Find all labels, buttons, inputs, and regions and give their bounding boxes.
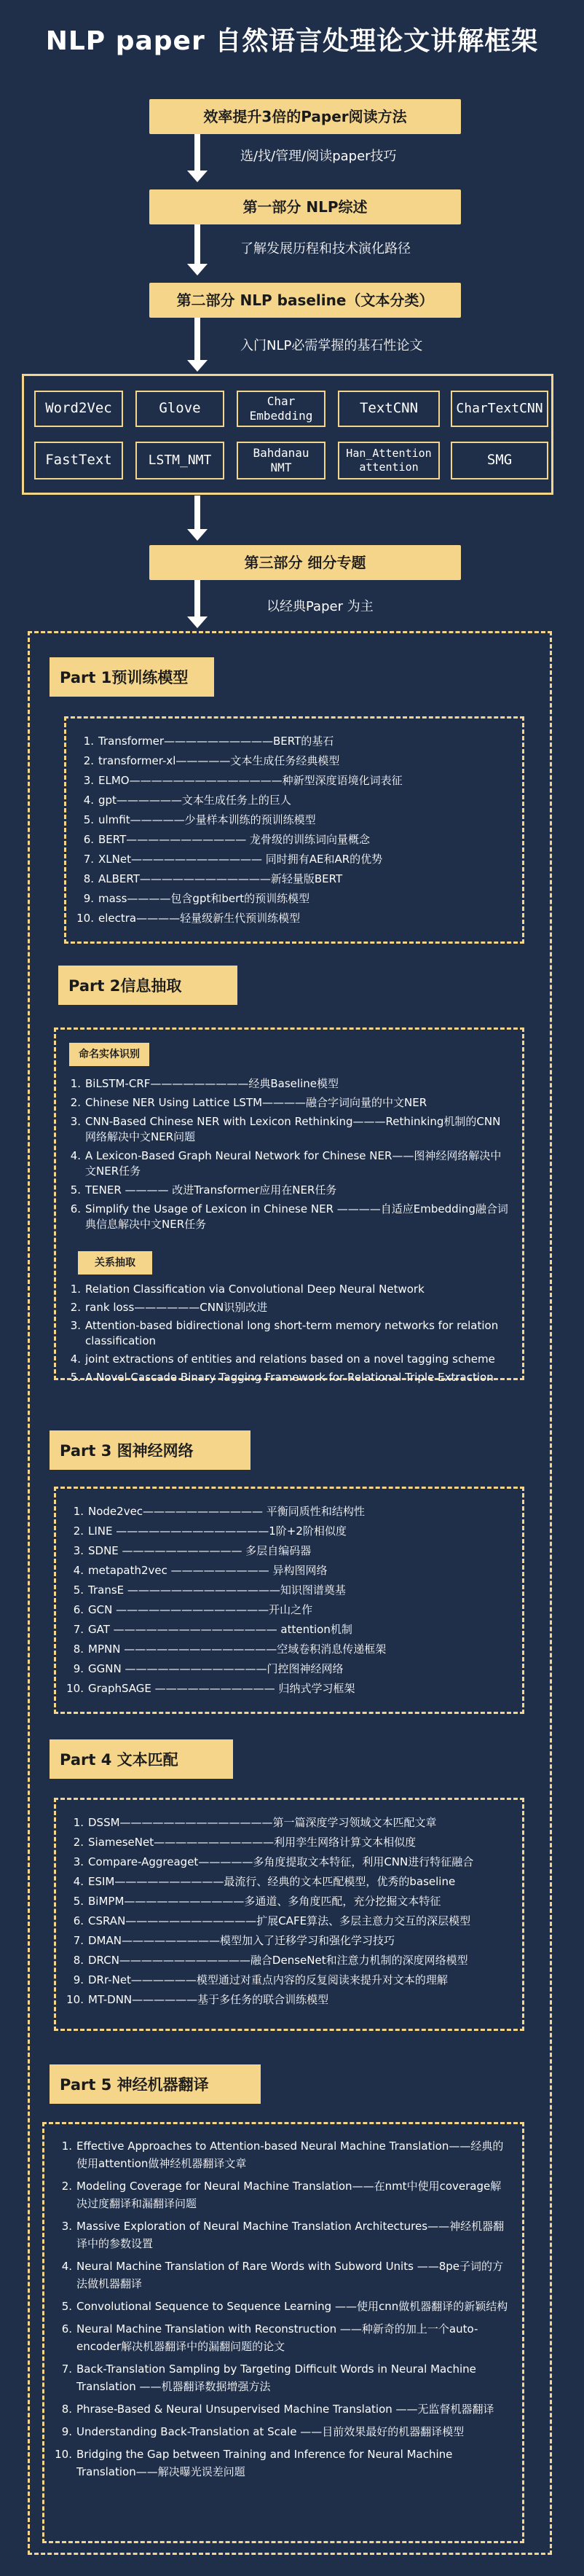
- list-item-number: 5.: [83, 813, 94, 826]
- list-item-text: Transformer——————————BERT的基石: [98, 735, 334, 748]
- part-1-list: [74, 733, 510, 930]
- list-item-text: Understanding Back-Translation at Scale ——目前效果最好的机器翻译模型: [76, 2425, 465, 2438]
- list-item-number: 5.: [70, 1183, 81, 1197]
- list-item: [52, 2320, 512, 2355]
- list-item-number: 1.: [61, 2140, 72, 2153]
- arrow-icon: [194, 224, 200, 265]
- list-item: [60, 1148, 509, 1179]
- list-item-text: mass————包含gpt和bert的预训练模型: [98, 892, 310, 905]
- list-item-text: GraphSAGE ——————————— 归纳式学习框架: [88, 1682, 355, 1695]
- list-item-number: 3.: [83, 774, 94, 787]
- step-nlp-baseline: 第二部分 NLP baseline（文本分类）: [149, 283, 461, 318]
- list-item: [63, 1602, 512, 1618]
- list-item: [74, 792, 510, 808]
- list-item: [63, 1814, 512, 1831]
- list-item: [52, 2423, 512, 2440]
- list-item: [63, 1543, 512, 1559]
- step-paper-reading-method: 效率提升3倍的Paper阅读方法: [149, 99, 461, 134]
- list-item-number: 6.: [70, 1202, 81, 1215]
- part-1-list-box: [64, 716, 524, 944]
- list-item: [74, 753, 510, 769]
- list-item: [60, 1183, 509, 1198]
- ner-tag: 命名实体识别: [69, 1043, 149, 1066]
- list-item-number: 4.: [61, 2260, 72, 2273]
- list-item: [60, 1352, 509, 1367]
- baseline-bahdanau-nmt: Bahdanau NMT: [237, 442, 325, 479]
- list-item-number: 2.: [73, 1836, 84, 1849]
- list-item-text: Simplify the Usage of Lexicon in Chinese NER ————自适应Embedding融合词典信息解决中文NER任务: [85, 1202, 508, 1231]
- list-item-number: 5.: [70, 1371, 81, 1384]
- list-item: [63, 1834, 512, 1850]
- baseline-chartextcnn: CharTextCNN: [451, 391, 548, 427]
- list-item: [74, 772, 510, 788]
- list-item: [63, 1913, 512, 1929]
- list-item-number: 10.: [66, 1993, 84, 2006]
- relation-list: [60, 1282, 509, 1388]
- list-item: [60, 1114, 509, 1145]
- list-item-text: A Lexicon-Based Graph Neural Network for Chinese NER——图神经网络解决中文NER任务: [85, 1149, 502, 1178]
- list-item-number: 8.: [73, 1643, 84, 1656]
- list-item-text: Modeling Coverage for Neural Machine Translation——在nmt中使用coverage解决过度翻译和漏翻译问题: [76, 2180, 502, 2210]
- list-item-text: DRr-Net——————模型通过对重点内容的反复阅读来提升对文本的理解: [88, 1973, 448, 1986]
- baseline-char-embedding: Char Embedding: [237, 391, 325, 427]
- list-item: [52, 2177, 512, 2212]
- list-item-number: 4.: [70, 1149, 81, 1162]
- list-item-text: rank loss——————CNN识别改进: [85, 1301, 268, 1314]
- list-item-number: 1.: [73, 1816, 84, 1829]
- list-item-text: ulmfit—————少量样本训练的预训练模型: [98, 813, 316, 826]
- part-5-list: [52, 2137, 512, 2486]
- part-4-title: Part 4 文本匹配: [50, 1739, 233, 1779]
- list-item-text: MT-DNN——————基于多任务的联合训练模型: [88, 1993, 329, 2006]
- list-item-text: gpt——————文本生成任务上的巨人: [98, 794, 291, 807]
- list-item-number: 9.: [73, 1973, 84, 1986]
- list-item-number: 9.: [83, 892, 94, 905]
- list-item-number: 1.: [70, 1077, 81, 1090]
- list-item-number: 10.: [66, 1682, 84, 1695]
- list-item-text: TransE ——————————————知识图谱奠基: [88, 1583, 346, 1597]
- list-item-text: ALBERT————————————新轻量版BERT: [98, 872, 343, 885]
- list-item-text: MPNN ——————————————空域卷积消息传递框架: [88, 1643, 387, 1656]
- list-item-number: 5.: [73, 1895, 84, 1908]
- list-item: [74, 851, 510, 867]
- list-item-number: 7.: [73, 1934, 84, 1947]
- list-item-number: 4.: [73, 1564, 84, 1577]
- list-item: [63, 1523, 512, 1539]
- part-5-list-box: [42, 2122, 524, 2543]
- list-item: [74, 812, 510, 828]
- list-item: [52, 2258, 512, 2293]
- list-item-text: transformer-xl—————文本生成任务经典模型: [98, 754, 340, 767]
- list-item-text: SDNE ——————————— 多层自编码器: [88, 1544, 312, 1557]
- part-4-list-box: [54, 1798, 524, 2031]
- list-item: [60, 1370, 509, 1385]
- list-item: [74, 831, 510, 847]
- list-item: [63, 1952, 512, 1968]
- list-item-text: Convolutional Sequence to Sequence Learning ——使用cnn做机器翻译的新颖结构: [76, 2300, 508, 2313]
- ner-list: [60, 1076, 509, 1236]
- list-item-number: 4.: [70, 1352, 81, 1366]
- step-nlp-overview: 第一部分 NLP综述: [149, 189, 461, 224]
- list-item: [52, 2446, 512, 2481]
- list-item-number: 2.: [70, 1301, 81, 1314]
- list-item-number: 2.: [73, 1524, 84, 1538]
- list-item-text: Compare-Aggreaget—————多角度提取文本特征，利用CNN进行特征融合: [88, 1855, 474, 1868]
- arrow-icon: [194, 134, 200, 172]
- list-item-text: SiameseNet———————————利用孪生网络计算文本相似度: [88, 1836, 417, 1849]
- list-item-text: Node2vec——————————— 平衡同质性和结构性: [88, 1505, 365, 1518]
- baseline-smg: SMG: [451, 442, 548, 479]
- list-item-number: 2.: [70, 1096, 81, 1109]
- list-item-number: 3.: [61, 2220, 72, 2233]
- list-item-number: 1.: [70, 1283, 81, 1296]
- list-item-number: 9.: [73, 1662, 84, 1675]
- list-item-number: 2.: [61, 2180, 72, 2193]
- list-item: [60, 1300, 509, 1315]
- list-item: [63, 1503, 512, 1519]
- list-item-number: 10.: [76, 912, 94, 925]
- list-item-text: BiLSTM-CRF—————————经典Baseline模型: [85, 1077, 339, 1090]
- list-item-text: Effective Approaches to Attention-based Neural Machine Translation——经典的使用attention做神经机器翻译文章: [76, 2140, 504, 2170]
- baseline-han-attention: Han_Attention attention: [338, 442, 440, 479]
- arrow-icon: [194, 318, 200, 361]
- part-3-list-box: [54, 1487, 524, 1714]
- list-item-number: 3.: [70, 1319, 81, 1332]
- list-item-number: 7.: [61, 2362, 72, 2376]
- list-item: [63, 1582, 512, 1598]
- list-item-text: Phrase-Based & Neural Unsupervised Machine Translation ——无监督机器翻译: [76, 2403, 494, 2416]
- list-item: [52, 2137, 512, 2172]
- list-item: [63, 1680, 512, 1696]
- baseline-papers-panel: [22, 374, 553, 495]
- list-item-text: DRCN————————————融合DenseNet和注意力机制的深度网络模型: [88, 1954, 468, 1967]
- list-item-text: Relation Classification via Convolutional Deep Neural Network: [85, 1283, 425, 1296]
- list-item-number: 4.: [73, 1875, 84, 1888]
- list-item: [52, 2400, 512, 2418]
- list-item-number: 10.: [55, 2448, 72, 2461]
- list-item-text: BiMPM———————————多通道、多角度匹配，充分挖掘文本特征: [88, 1895, 441, 1908]
- list-item-number: 7.: [73, 1623, 84, 1636]
- list-item: [63, 1621, 512, 1637]
- list-item-text: Massive Exploration of Neural Machine Translation Architectures——神经机器翻译中的参数设置: [76, 2220, 505, 2250]
- list-item-text: TENER ———— 改进Transformer应用在NER任务: [85, 1183, 337, 1197]
- list-item: [63, 1874, 512, 1890]
- part-5-title: Part 5 神经机器翻译: [50, 2064, 261, 2104]
- relation-tag: 关系抽取: [78, 1251, 152, 1275]
- list-item-text: GAT ——————————————— attention机制: [88, 1623, 352, 1636]
- list-item-text: Neural Machine Translation of Rare Words with Subword Units ——8pe子词的方法做机器翻译: [76, 2260, 503, 2290]
- list-item-text: metapath2vec ————————— 异构图网络: [88, 1564, 328, 1577]
- part-2-list-box: [54, 1027, 524, 1384]
- part-3-title: Part 3 图神经网络: [50, 1430, 250, 1470]
- list-item-text: A Novel Cascade Binary Tagging Framework for Relational Triple Extraction: [85, 1371, 494, 1384]
- list-item: [52, 2360, 512, 2395]
- list-item-number: 3.: [73, 1544, 84, 1557]
- list-item: [74, 733, 510, 749]
- list-item-number: 9.: [61, 2425, 72, 2438]
- step-3-desc: 入门NLP必需掌握的基石性论文: [240, 338, 423, 353]
- baseline-textcnn: TextCNN: [338, 391, 440, 427]
- list-item-number: 1.: [73, 1505, 84, 1518]
- list-item-text: LINE ——————————————1阶+2阶相似度: [88, 1524, 347, 1538]
- list-item-text: GCN ——————————————开山之作: [88, 1603, 313, 1616]
- step-2-desc: 了解发展历程和技术演化路径: [240, 241, 411, 257]
- list-item-number: 3.: [73, 1855, 84, 1868]
- list-item-number: 8.: [61, 2403, 72, 2416]
- list-item-number: 6.: [83, 833, 94, 846]
- step-1-desc: 选/找/管理/阅读paper技巧: [240, 149, 397, 164]
- list-item-number: 1.: [83, 735, 94, 748]
- list-item: [60, 1076, 509, 1092]
- list-item-number: 8.: [83, 872, 94, 885]
- step-4-desc: 以经典Paper 为主: [267, 599, 374, 614]
- list-item-number: 4.: [83, 794, 94, 807]
- page-title: NLP paper 自然语言处理论文讲解框架: [45, 26, 539, 56]
- list-item: [60, 1318, 509, 1349]
- list-item-text: BERT——————————— 龙骨级的训练词向量概念: [98, 833, 371, 846]
- part-2-title: Part 2信息抽取: [58, 966, 237, 1005]
- step-subtopics: 第三部分 细分专题: [149, 545, 461, 580]
- list-item-text: DMAN—————————模型加入了迁移学习和强化学习技巧: [88, 1934, 395, 1947]
- list-item: [74, 871, 510, 887]
- list-item: [63, 1661, 512, 1677]
- list-item: [63, 1641, 512, 1657]
- list-item-text: Attention-based bidirectional long short-term memory networks for relation classification: [85, 1319, 499, 1347]
- part-3-list: [63, 1503, 512, 1700]
- list-item-number: 8.: [73, 1954, 84, 1967]
- list-item: [63, 1992, 512, 2008]
- list-item-text: DSSM——————————————第一篇深度学习领域文本匹配文章: [88, 1816, 437, 1829]
- list-item: [74, 890, 510, 907]
- list-item-text: Chinese NER Using Lattice LSTM————融合字词向量的中文NER: [85, 1096, 427, 1109]
- list-item-number: 3.: [70, 1115, 81, 1128]
- list-item-number: 6.: [61, 2322, 72, 2336]
- list-item-text: Back-Translation Sampling by Targeting Difficult Words in Neural Machine Translation ——机器翻译数据增强方法: [76, 2362, 476, 2393]
- list-item: [74, 910, 510, 926]
- list-item-text: Bridging the Gap between Training and Inference for Neural Machine Translation——解决曝光误差问题: [76, 2448, 453, 2478]
- list-item-text: GGNN —————————————门控图神经网络: [88, 1662, 344, 1675]
- list-item-text: joint extractions of entities and relations based on a novel tagging scheme: [85, 1352, 495, 1366]
- baseline-glove: Glove: [135, 391, 224, 427]
- list-item: [52, 2298, 512, 2315]
- list-item-text: ELMO——————————————种新型深度语境化词表征: [98, 774, 403, 787]
- list-item-text: CNN-Based Chinese NER with Lexicon Rethinking———Rethinking机制的CNN网络解决中文NER问题: [85, 1115, 501, 1143]
- list-item-text: XLNet———————————— 同时拥有AE和AR的优势: [98, 853, 383, 866]
- arrow-icon: [194, 496, 200, 531]
- part-1-title: Part 1预训练模型: [50, 657, 214, 697]
- list-item: [63, 1854, 512, 1870]
- list-item-text: Neural Machine Translation with Reconstruction ——种新奇的加上一个auto-encoder解决机器翻译中的漏翻问题的论文: [76, 2322, 478, 2353]
- part-4-list: [63, 1814, 512, 2011]
- list-item: [63, 1893, 512, 1909]
- list-item: [52, 2217, 512, 2252]
- list-item-number: 7.: [83, 853, 94, 866]
- list-item-text: ESIM——————————最流行、经典的文本匹配模型，优秀的baseline: [88, 1875, 456, 1888]
- list-item: [63, 1562, 512, 1578]
- arrow-icon: [194, 580, 200, 618]
- list-item-number: 6.: [73, 1914, 84, 1927]
- list-item: [60, 1095, 509, 1111]
- list-item-number: 5.: [73, 1583, 84, 1597]
- baseline-fasttext: FastText: [34, 442, 123, 479]
- list-item: [63, 1933, 512, 1949]
- list-item: [63, 1972, 512, 1988]
- list-item-number: 2.: [83, 754, 94, 767]
- list-item-number: 6.: [73, 1603, 84, 1616]
- list-item: [60, 1282, 509, 1297]
- list-item-number: 5.: [61, 2300, 72, 2313]
- list-item-text: electra————轻量级新生代预训练模型: [98, 912, 301, 925]
- baseline-word2vec: Word2Vec: [34, 391, 123, 427]
- list-item: [60, 1202, 509, 1232]
- list-item-text: CSRAN————————————扩展CAFE算法、多层主意力交互的深层模型: [88, 1914, 471, 1927]
- baseline-lstm-nmt: LSTM_NMT: [135, 442, 224, 479]
